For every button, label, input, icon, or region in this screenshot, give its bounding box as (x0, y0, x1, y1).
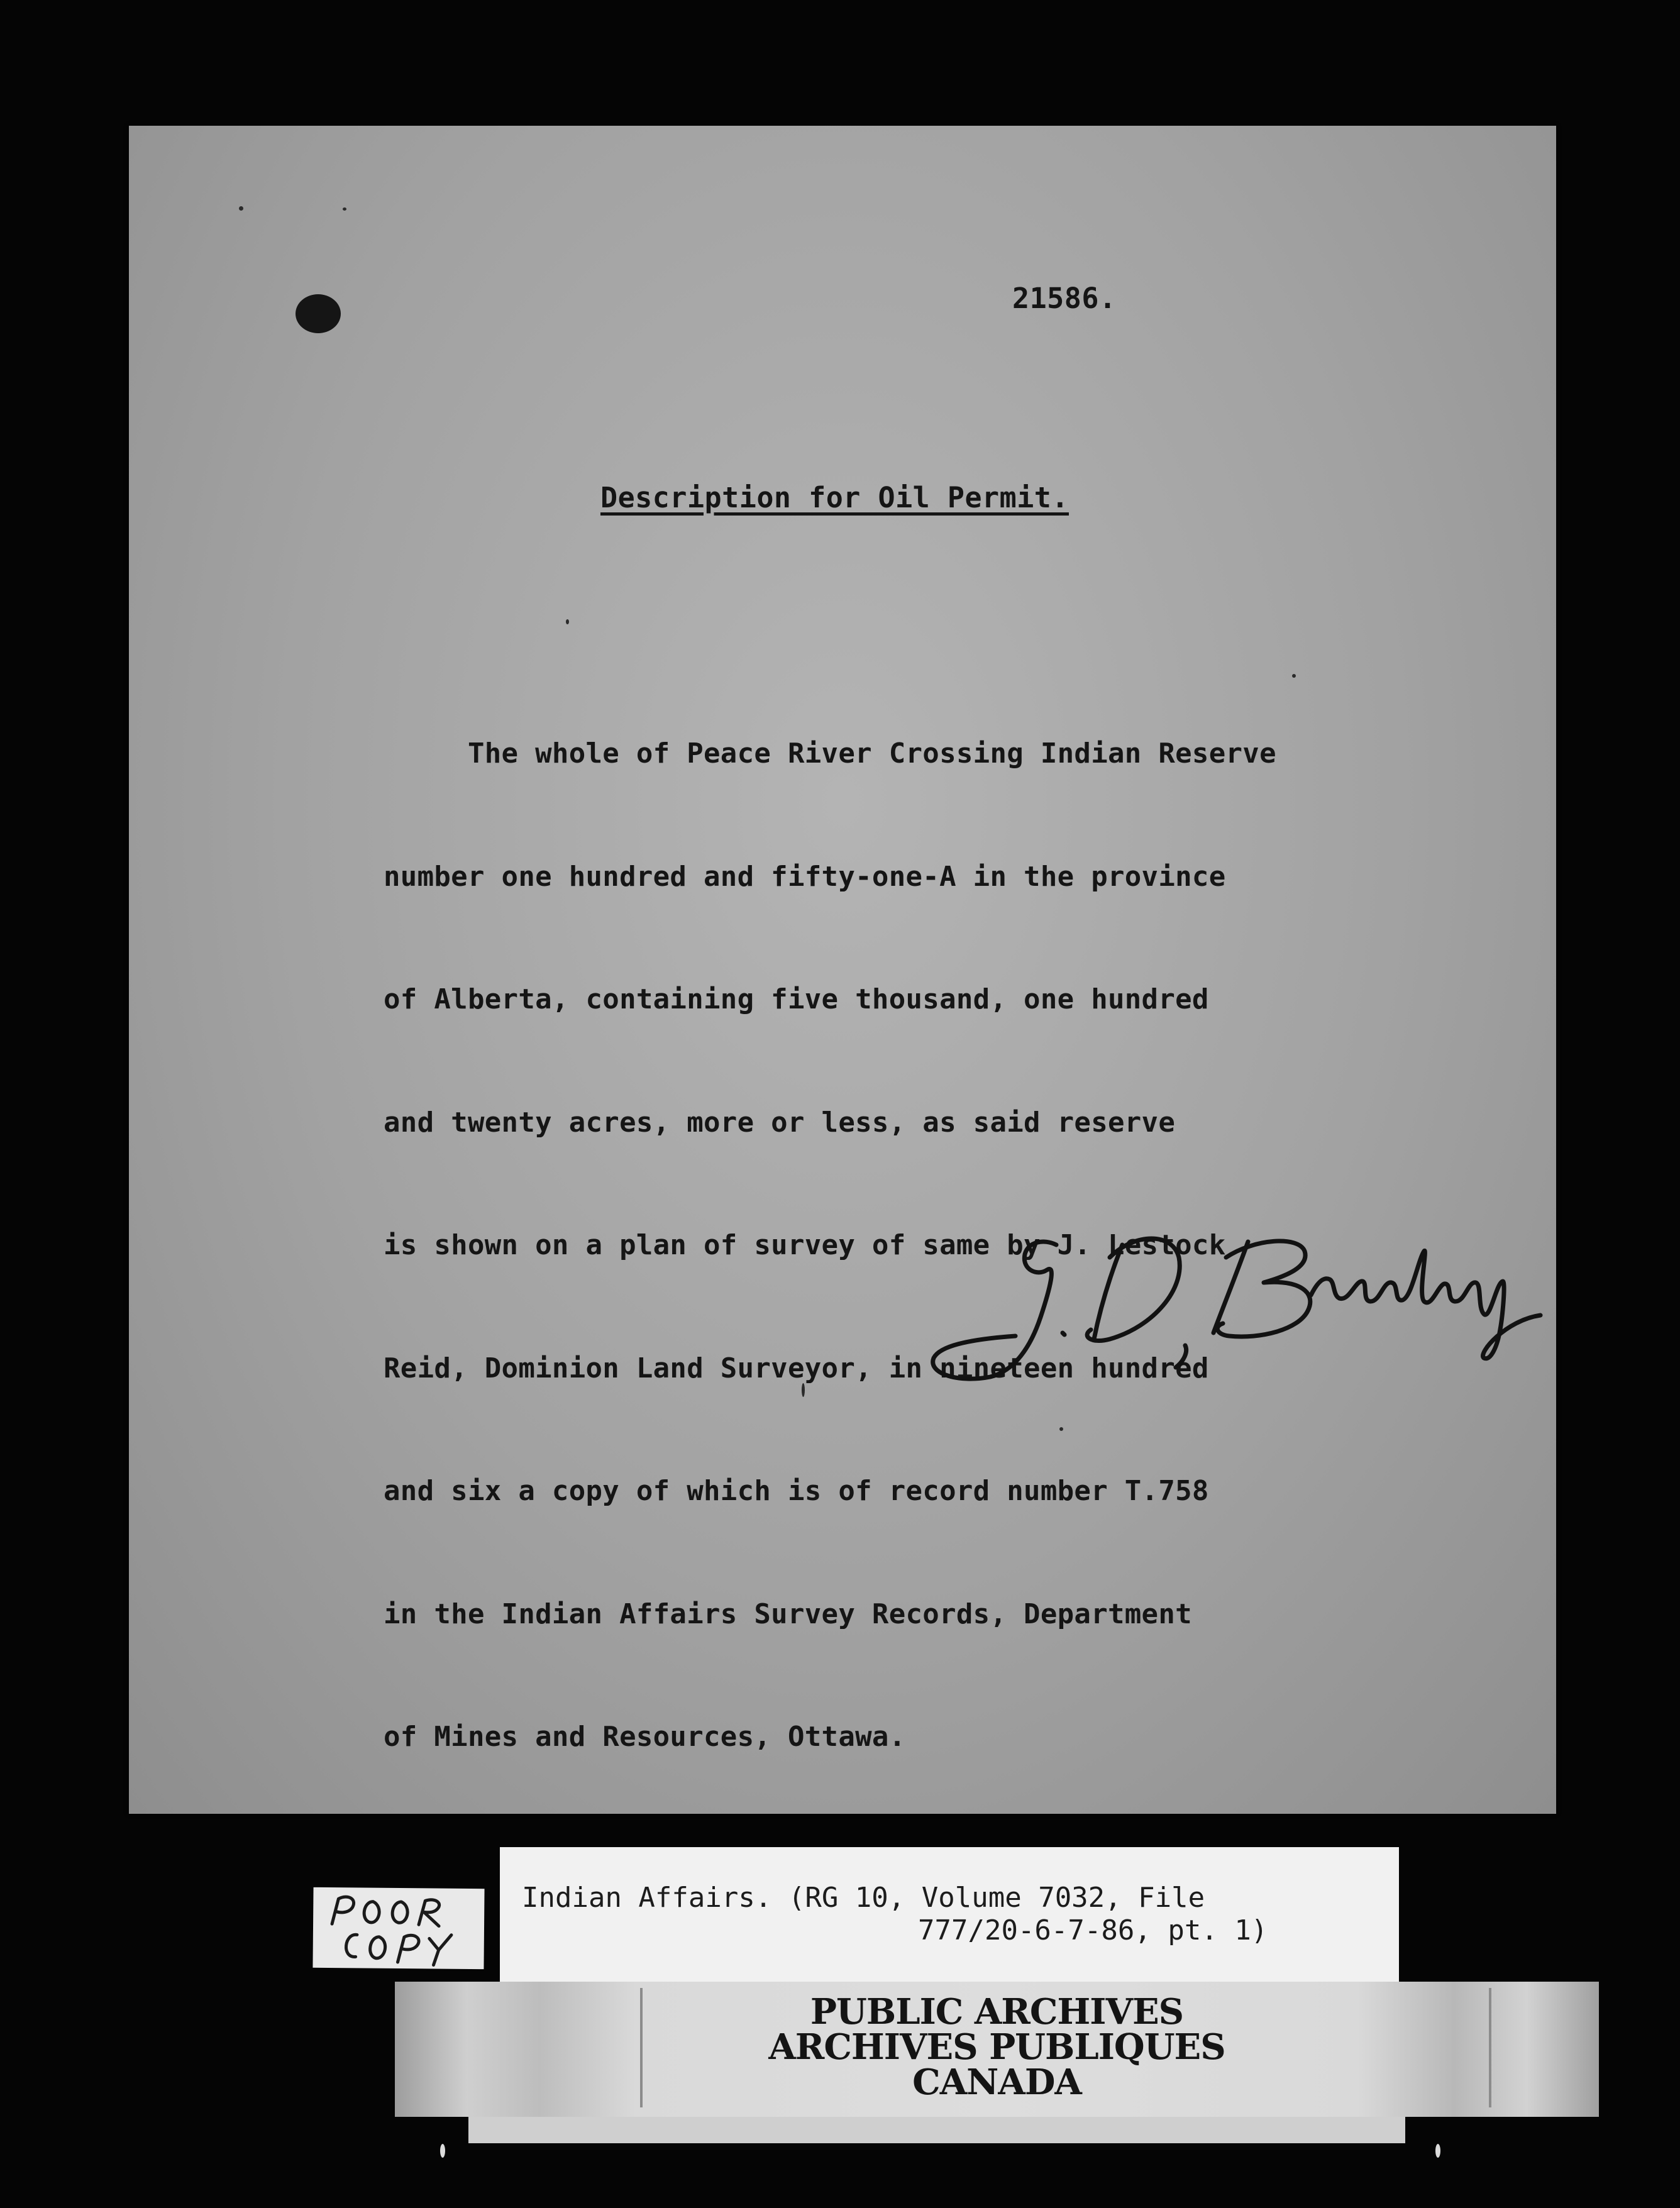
film-mark (440, 2144, 445, 2158)
archives-strip-bottom (468, 2117, 1405, 2143)
poor-copy-handwriting (312, 1887, 484, 1969)
punch-hole (296, 294, 341, 333)
body-line: and twenty acres, more or less, as said reserve (384, 1106, 1176, 1139)
paper-speck (239, 206, 243, 211)
archive-reference-card (500, 1847, 1399, 1982)
document-number: 21586. (1012, 282, 1117, 315)
film-mark (1435, 2144, 1440, 2158)
archives-french: ARCHIVES PUBLIQUES (768, 2026, 1225, 2068)
body-line: of Alberta, containing five thousand, one hundred (384, 983, 1209, 1015)
poor-copy-stamp (312, 1887, 484, 1969)
body-line: in the Indian Affairs Survey Records, Department (384, 1598, 1192, 1630)
paper-speck (1292, 674, 1296, 678)
paper-speck (566, 619, 569, 624)
body-line: number one hundred and fifty-one-A in the province (384, 860, 1226, 893)
archives-stamp (395, 1991, 1599, 2103)
body-line: and six a copy of which is of record number T.758 (384, 1475, 1209, 1507)
body-line: Reid, Dominion Land Surveyor, in nineteen hundred (384, 1352, 1209, 1384)
paper-speck (343, 207, 346, 211)
document-title: Description for Oil Permit. (600, 481, 1069, 514)
archives-country: CANADA (912, 2062, 1081, 2103)
document-page (129, 126, 1556, 1814)
body-line: The whole of Peace River Crossing Indian Reserve (384, 737, 1276, 770)
reference-line-2: 777/20-6-7-86, pt. 1) (918, 1914, 1268, 1946)
handwritten-signature (921, 1207, 1550, 1415)
body-line: of Mines and Resources, Ottawa. (384, 1721, 906, 1753)
archives-english: PUBLIC ARCHIVES (810, 1991, 1184, 2033)
reference-line-1: Indian Affairs. (RG 10, Volume 7032, File (522, 1882, 1205, 1914)
archives-label-band (395, 1982, 1599, 2117)
body-line: is shown on a plan of survey of same by J. Lestock (384, 1229, 1226, 1261)
